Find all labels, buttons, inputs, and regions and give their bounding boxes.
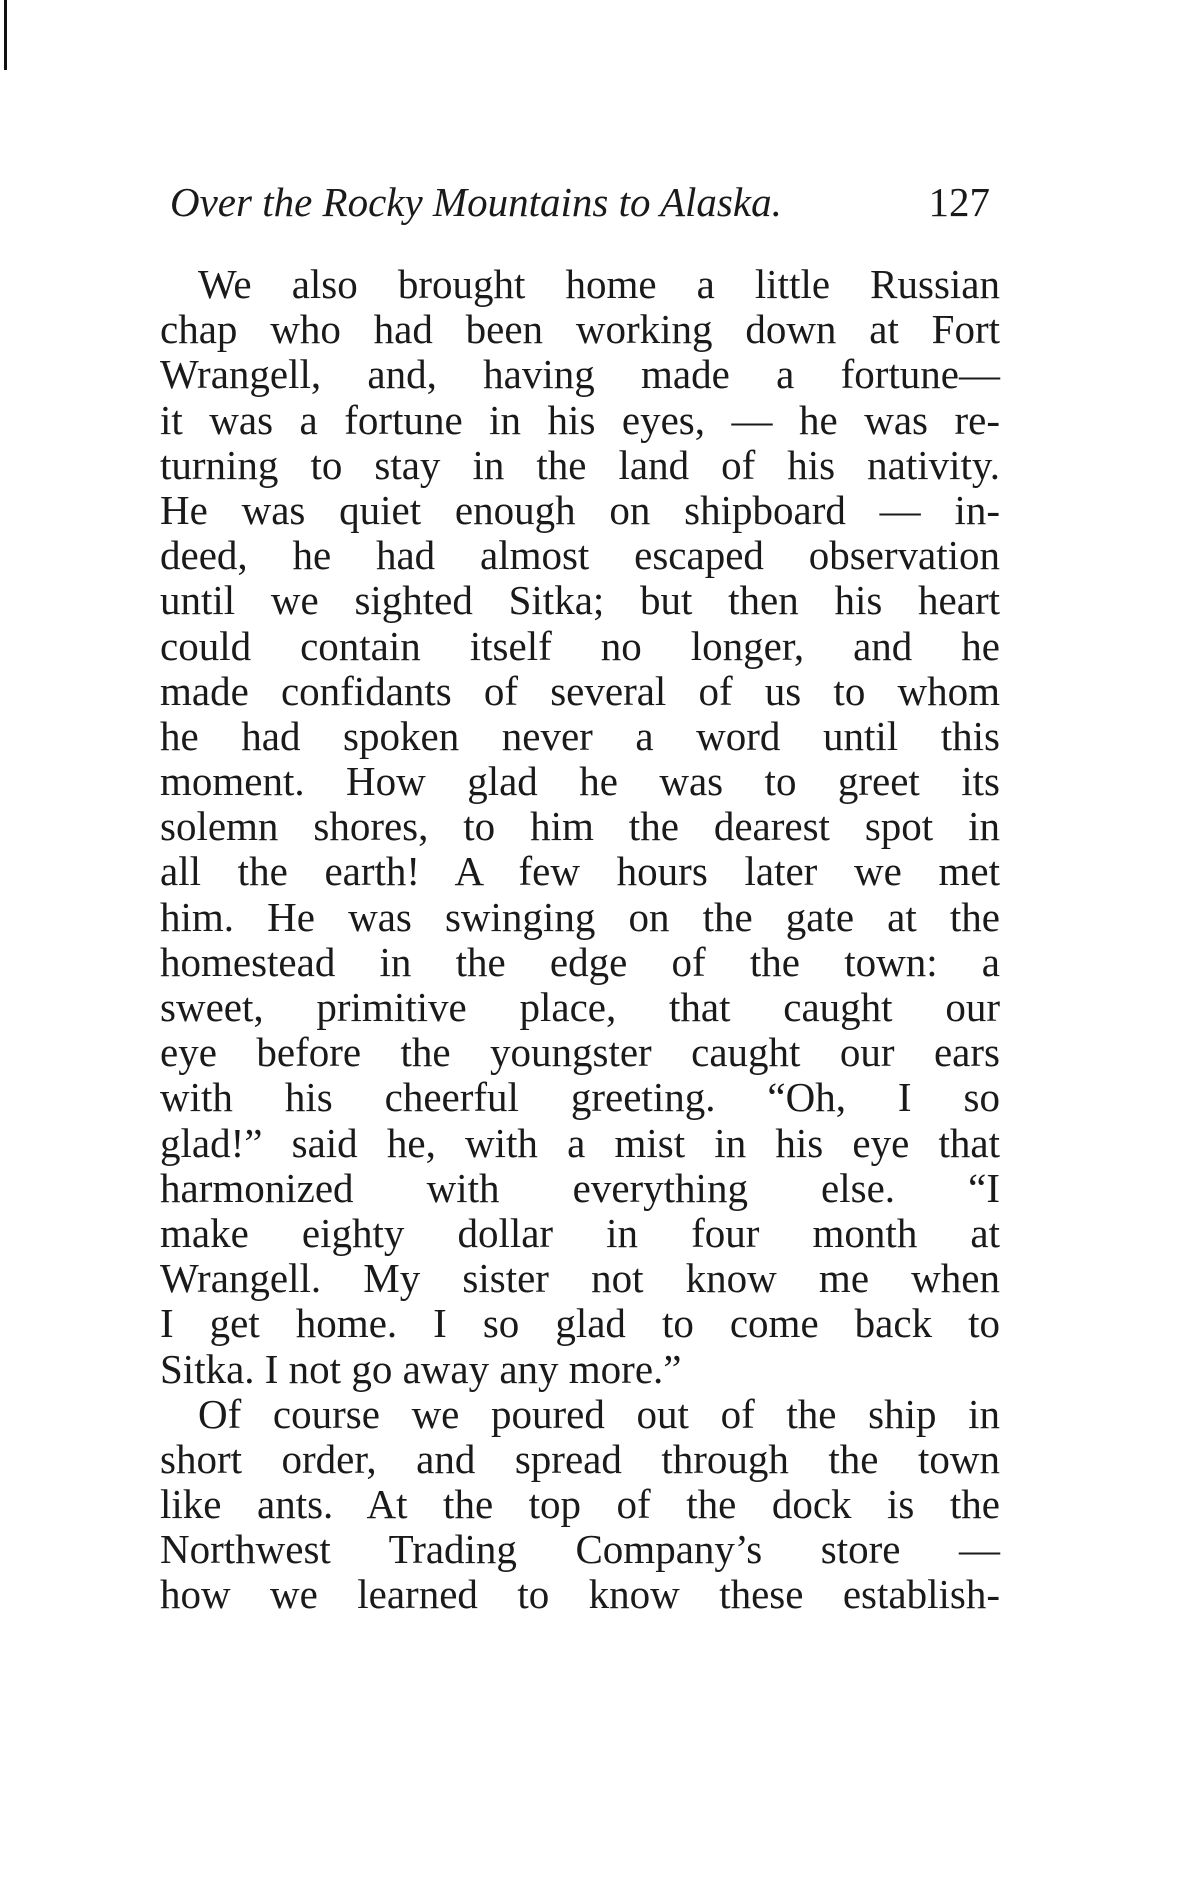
text-line: like ants. At the top of the dock is the xyxy=(160,1481,1000,1528)
scan-edge-mark xyxy=(4,0,7,70)
text-line: he had spoken never a word until this xyxy=(160,712,1000,759)
running-head xyxy=(170,172,990,232)
text-line: turning to stay in the land of his nativity. xyxy=(160,441,1000,488)
text-line: moment. How glad he was to greet its xyxy=(160,758,1000,805)
text-line: I get home. I so glad to come back to xyxy=(160,1300,1000,1347)
text-line: homestead in the edge of the town: a xyxy=(160,938,1000,985)
text-line: Northwest Trading Company’s store — xyxy=(160,1526,1000,1573)
text-line: We also brought home a little Russian xyxy=(198,261,1000,307)
text-line: chap who had been working down at Fort xyxy=(160,306,1000,353)
text-line: him. He was swinging on the gate at the xyxy=(160,893,1000,940)
text-line: sweet, primitive place, that caught our xyxy=(160,984,1000,1030)
text-line: eye before the youngster caught our ears xyxy=(160,1029,1000,1076)
text-line: Of course we poured out of the ship in xyxy=(198,1390,1000,1437)
text-line: He was quiet enough on shipboard — in- xyxy=(160,486,1000,533)
text-line: could contain itself no longer, and he xyxy=(160,622,1000,669)
text-line: solemn shores, to him the dearest spot in xyxy=(160,803,1000,850)
page-number: 127 xyxy=(928,179,990,225)
text-line: made confidants of several of us to whom xyxy=(160,667,1000,714)
text-line: deed, he had almost escaped observation xyxy=(160,532,1000,579)
text-line: all the earth! A few hours later we met xyxy=(160,848,1000,895)
text-line: with his cheerful greeting. “Oh, I so xyxy=(160,1074,1000,1121)
text-line: until we sighted Sitka; but then his heart xyxy=(160,577,1000,624)
running-title: Over the Rocky Mountains to Alaska. xyxy=(170,179,782,225)
text-line: Sitka. I not go away any more.” xyxy=(160,1345,682,1392)
text-line: glad!” said he, with a mist in his eye that xyxy=(160,1119,1000,1166)
body-text xyxy=(160,262,1000,1618)
text-line: make eighty dollar in four month at xyxy=(160,1209,1000,1256)
text-line: how we learned to know these establish- xyxy=(160,1571,1000,1618)
text-line: it was a fortune in his eyes, — he was re- xyxy=(160,396,1000,443)
text-line: Wrangell. My sister not know me when xyxy=(160,1255,1000,1302)
text-line: short order, and spread through the town xyxy=(160,1435,1000,1482)
text-line: Wrangell, and, having made a fortune— xyxy=(160,351,1000,398)
text-line: harmonized with everything else. “I xyxy=(160,1164,1000,1211)
